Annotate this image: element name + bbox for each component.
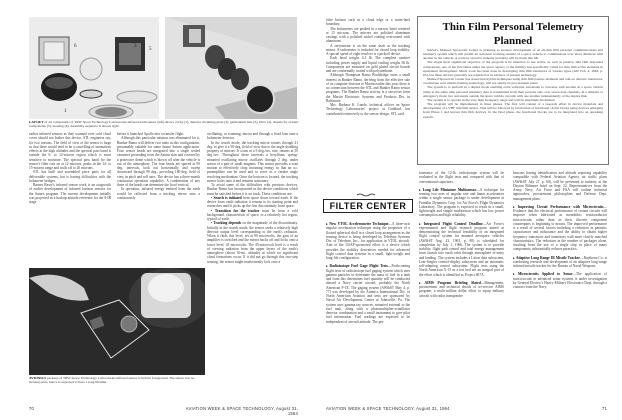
assembly-illustration — [165, 17, 297, 119]
news-item: ▸ Long Life Miniature Multisensor—A technique for sensing two axes of angular rate and linear acceleration within a single sensor package is under development at Franklin Dynamics Corp. for Air Force's Flight Dynamics Laboratory. The program is expected to result in a small, lightweight and simple multisensor which has low power consumption and high reliability. — [419, 187, 504, 218]
avionics-illustration — [29, 268, 205, 375]
top-photo-caption: LAYOUT of all components of TRW Space Technology Laboratories infrared earth sensor (left) shows cavity (1), detector mounting plate (2), germanium lens (3), filter (4), chassis for avionic components (5), housing (6). Assembly sequence is shown right. — [29, 120, 299, 129]
filter-center-title: FILTER CENTER — [323, 199, 414, 213]
sidebar-body: NASA's Manned Spacecraft Center is planning to sponsor development of an all-thin film personal communications and telemetry system which will permit an astronaut working outside of a space vehicle to communicate over short distances with another in the vehicle. A contract award to industry probably will be made this fall. The single most significant objective of the program is its intention to use active, as well as passive, thin film deposited components, one of the first times either the space agency or the military has specifically called for thin film active elements in equipment development. Much work has been done in developing thin film transistors of various types (AW Feb. 4, 1963, p. 65), but these devices generally are regarded as in advance of present technology. Manned Spacecraft Center has stated that hybrid techniques using thin film passive elements and add-on discrete transistors, a technique well within existing technology, will not satisfy its procurement plans. The system is to perform in a duplex mode enabling extra vehicular astronauts to converse with another in a space vehicle while at the same time personal telemetry data is transmitted from their persons onto over seven data channels. In a simplex or emergency mode two astronauts outside the space vehicle can talk with one another independently of the duplex link. The system is to operate in the very high frequency range and will be amplitude modulated. The program will be implemented in three phases. The first will consist of a research effort in device materials and development of a VHF thin film device. This will be followed by fabrication of functional circuit blocks using devices emerging from Phase 1 and known thin film devices. In the final phase, the functional blocks are to be integrated into an operating system. — [423, 48, 603, 119]
left-col-2: before it launched Apollo into a transfer flight. Although this particular mission was eliminated for it, Bunker Ramo will deliver two units in this configuration, presumably suitable for some future Saturn application. Four sensor heads are integrated into a single sealed cannister protruding from the Saturn skin and covered by a protective dome which is blown off after the vehicle is out of the atmosphere. The four heads are spaced at 90 deg. intervals, look out horizontally and sweep downward through 90 deg., providing 180-deg. field of view in pitch and roll axes. The device has a three-month continuous operation capability. A combination of any three of the heads can determine the local vertical. In operation, infrared energy emitted from the earth would be reflected from a tracking mirror onto a continuously — [117, 132, 200, 200]
callout-2: 2 — [117, 50, 120, 55]
components-illustration — [29, 17, 159, 119]
bullet-search: • Search is initiated from space down toward earth. If the device loses earth radiation it returns to its starting point and researches until it picks up the first discontinuity from space. — [207, 195, 298, 209]
left-page-number: 70 — [29, 406, 35, 411]
right-col-1-items — [326, 222, 410, 400]
avionics-package-photo — [29, 268, 205, 375]
news-item: ▸ New VTOL Accelerometer Technique—A three-axis angular acceleration technique using the properties of a floated spherical shell in a closed loop arrangement as the sensing device is being developed by Teledyne Systems Div. of Teledyne, Inc., for application in VTOL aircraft. Aim of the USAF-sponsored effort is a device which provides the stability derivatives needed for advanced flight control data systems in a small, light-weight and long-life configuration. — [326, 222, 410, 260]
news-item: ▸ Improving Circuit Performance with Microcircuits—Evidence that the electrical performance of certain circuits will improve when fabricated as monolithic semiconductor microcircuits rather than as their discrete component counterparts is beginning to mount. The improved performance is a result of several factors including a reduction in parasitic capacitances and inductance and the ability to obtain higher frequency transistors and transistors with more closely matched characteristics. The reduction in the number of packages alone, resulting from the use of a single chip in place of many components, substantially reduces parasitics. — [513, 204, 607, 252]
filter-center-header — [322, 196, 414, 214]
caption-lead: LAYOUT — [29, 120, 44, 124]
svg-text:5: 5 — [149, 47, 152, 52]
svg-text:3: 3 — [134, 44, 137, 49]
bottom-photo-caption: AVIONICS package of TRW Space Technology Laboratories infrared sensor is held in foreground. The sensor has no moving parts, hence is expected to have a long lifetime. — [29, 376, 195, 385]
right-publication-footer: AVIATION WEEK & SPACE TECHNOLOGY, August 31, 1964 — [326, 406, 450, 411]
right-col-2-items: formance of the 12-lb. radioisotope system will be evaluated in the flight tests and compared with that of conventional capacitors. ▸ Long Life Miniature Multisensor—A technique for sensing two axes of angular rate and linear acceleration within a single sensor package is under development at Franklin Dynamics Corp. for Air Force's Flight Dynamics Laboratory. The program is expected to result in a small, lightweight and simple multisensor which has low power consumption and high reliability. ▸ Integrated Flight Control Deadline—Air Force's experimental and flight research program aimed at demonstrating the technical feasibility of an integrated flight control system for manned aerospace vehicles (AW&ST Aug. 23, 1963, p. 80) is scheduled for completion by July 1, 1966. The system is to provide stability, flight path control and total energy management from launch into earth orbit through atmosphere re-entry and landing. The system includes a Litton data subsystem, Lear-Siegler control-display subsystem and an automatic self-adapting control subsystem. Flight tests using the North American X-15 as a test bed are an integral part of the effort which is identified as Project 667A. ▸ AIMS Program Briefing Slated—Management, procurement and technical details of tri-service AIMS program, a multi-million dollar effort to equip military aircraft with radar transponder — [419, 171, 504, 298]
svg-text:1: 1 — [64, 109, 67, 114]
bullet-transition: • Transition for the tracker must be from a cold background, characteristic of space, to a relatively hot region, typical of earth. — [207, 208, 298, 221]
right-col-3-items: beacons having identification and altitude reporting capability compatible with Federal Aviation Agency air traffic plans (AW&ST July 27, p. 60), will be presented to industry at the Dayton Biltmore hotel on Sept. 22. Representatives from the Army, Navy, Air Force and FAA will outline technical approaches, procurement philosophies and Defense Dept. management plans. ▸ Improving Circuit Performance with Microcircuits—Evidence that the electrical performance of certain circuits will improve when fabricated as monolithic semiconductor microcircuits rather than as their discrete component counterparts is beginning to mount. The improved performance is a result of several factors including a reduction in parasitic capacitances and inductance and the ability to obtain higher frequency transistors and transistors with more closely matched characteristics. The reduction in the number of packages alone, resulting from the use of a single chip in place of many components, substantially reduces parasitics. ▸ Adaptive Long Range IR Missile Tracker—Raytheon Co. is conducting research and development of an adaptive long-range infrared missile tracker for the Bureau of Naval Weapons. ▸ Microcircuits Applied to Sonar—The application of microcircuits to advanced sonar systems is under investigation by General Electric's Heavy Military Electronics Dept. through a contract from the Navy. — [513, 171, 607, 289]
assembly-sequence-photo — [165, 17, 297, 119]
news-item: ▸ Adaptive Long Range IR Missile Tracker—Raytheon Co. is conducting research and development of an adaptive long-range infrared missile tracker for the Bureau of Naval Weapons. — [513, 255, 607, 268]
news-item: ▸ Integrated Flight Control Deadline—Air Force's experimental and flight research program aimed at demonstrating the technical feasibility of an integrated flight control system for manned aerospace vehicles (AW&ST Aug. 23, 1963, p. 80) is scheduled for completion by July 1, 1966. The system is to provide stability, flight path control and total energy management from launch into earth orbit through atmosphere re-entry and landing. The system includes a Litton data subsystem, Lear-Siegler control-display subsystem and an automatic self-adapting control subsystem. Flight tests using the North American X-15 as a test bed are an integral part of the effort which is identified as Project 667A. — [419, 221, 504, 277]
left-col-1: earlier infrared sensors as they scanned over cold cloud cover should not bother this device, STL engineers say, for two reasons. The field of view of the sensor is large so that there would tend to be a cancelling of anomalous effects at the high altitudes and the spectral pass band is outside the 6- to 12-micron region which is most sensitive to moisture. The spectral pass band for the sensor's filter cuts on at 12 microns, peaks in the 14- to 15-micron range and trails off to 20 microns. STL has built and assembled piece parts for all deliverable systems, but is having difficulties with the bolometer bridges. Barnes Rasor's infrared sensor work is an outgrowth of earlier development of infrared horizon sensors for the Saturn program. The current development initially was projected as a backup attitude reference for the S-IB stage — [29, 132, 111, 204]
news-item: ▸ AIMS Program Briefing Slated—Management, procurement and technical details of tri-service AIMS program, a multi-million dollar effort to equip military aircraft with radar transponder — [419, 280, 504, 298]
right-col-1-top: false horizon such as a cloud edge or a water-land boundary. The bolometers are peaked in a narrow band centered at 15 microns. The mirrors are polished aluminum castings with a polished nickel coating overcoated with aluminum. A servomotor is on the same shaft as the tracking mirror. A tachometer is included for closed loop stability. A special speed of eight resolver is a pickoff device. Each head weighs 4.3 lb. The complete canister including power supply and liquid cooling weighs 36 lb. Components are mounted on gold plated circuit boards and are conformally coated with polyurethane. Although Thompson Ramo Wooldridge owns a small interest in Bunker Ramo, deriving from the effective sale of its computer division to Martin earlier this year, there is no connection between the STL and Bunker Ramo sensor programs. The Bunker Ramo activity is a carryover from the Martin Electronic Systems and Products Div. in Baltimore. Mrs. Barbara K. Lunde, technical officer on Space Technology Laboratories' project at Goddard, has contributed extensively to the sensor design, STL said. — [326, 18, 410, 116]
svg-text:6: 6 — [74, 44, 77, 49]
news-item: ▸ Radioisotope Fuel Gage Flight Tests—Forthcoming flight tests of radioisotope fuel gaging system which uses gamma particles to determine the mass of fuel in a tank and from this determines fuel quantity will be conducted aboard a Navy carrier aircraft, probably the North American F-1E. The gaging system (AW&ST May 4, p. 77) was developed by the Atomics International Div. of North American Aviation and tests are sponsored by Naval Air Development Center at Johnsville, Pa. The system uses gamma ray sources, mounted external to the fuel tank, along with a photomultiplier-scintillator detector combination and a small instrument to give pilot fuel information. Fuel readings are expected to be independent of aircraft attitude. The per- — [326, 264, 410, 324]
bullet-tracking: • Tracking depends on the magnitude of the discontinuity. Initially in the search mode, the sensor seeks a relatively high detector output level corresponding to the earth's radiation. When it finds this level, set at 90 microvolts, the gain of an amplifier is switched and the mirror backs off and locks onto a lower level, 45 microvolts. The 45-microvolt level is a result of viewing radiation from the upper layers of the earth's atmosphere (about 30-mi. altitude) at which no significant cloud formations occur. If it did not go through this two-step sensing, the sensor might inadvertently lock onto a — [207, 221, 298, 264]
news-item: ▸ Microcircuits Applied to Sonar—The application of microcircuits to advanced sonar systems is under investigation by General Electric's Heavy Military Electronics Dept. through a contract from the Navy. — [513, 272, 607, 289]
left-publication-footer: AVIATION WEEK & SPACE TECHNOLOGY, August 31, 1964 — [185, 406, 298, 416]
left-col-3: oscillating, or scanning, mirror and through a fixed lens onto a bolometer detector. In the search mode, the tracking mirror rotates through 41 deg. to give it a 50-deg. field of view due to the angle doubling property of mirrors. It scans at a 5-deg./sec. rate, returns at 50 deg./sec. Throughout these intervals a beryllium, spring-mounted oscillating mirror oscillates through 2 deg. under action of a pair of small magnets. This mirror provides a scan motion to effectively chop incoming energy so that an a.c. preamplifier can be used and to serve as a vernier angle resolving mechanism. Once the horizon is located, the tracking mirror locks onto it and remains stationary. To avoid some of the difficulties with previous devices, Bunker Ramo has incorporated in the device conditions which must be satisfied before it is on track. These conditions are: • Search is initiated from space down toward earth. If the device loses earth radiation it returns to its starting point and researches until it picks up the first discontinuity from space. • Transition for the tracker must be from a cold background, characteristic of space, to a relatively hot region, typical of earth. • Tracking depends on the magnitude of the discontinuity. Initially in the search mode, the sensor seeks a relatively high detector output level corresponding to the earth's radiation. When it finds this level, set at 90 microvolts, the gain of an amplifier is switched and the mirror backs off and locks onto a lower level, 45 microvolts. The 45-microvolt level is a result of viewing radiation from the upper layers of the earth's atmosphere (about 30-mi. altitude) at which no significant cloud formations occur. If it did not go through this two-step sensing, the sensor might inadvertently lock onto a — [207, 132, 298, 264]
caption-lead: AVIONICS — [29, 376, 47, 380]
sidebar-title: Thin Film Personal Telemetry Planned — [442, 21, 584, 47]
thin-film-sidebar-box — [417, 16, 609, 165]
right-page-number: 71 — [601, 406, 607, 411]
components-photo — [29, 17, 159, 119]
